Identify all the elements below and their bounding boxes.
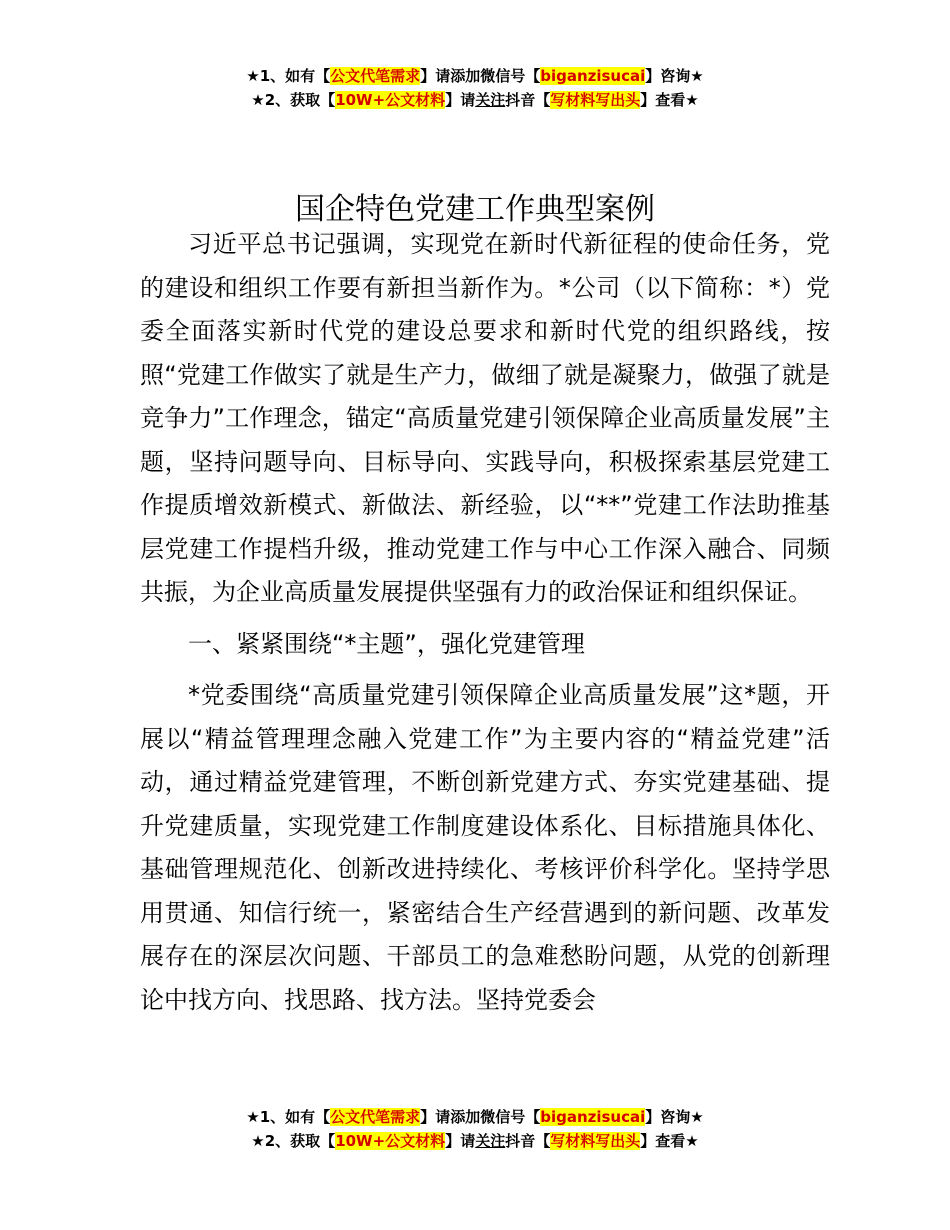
document-title: 国企特色党建工作典型案例 [295,192,655,228]
paragraph-intro: 习近平总书记强调，实现党在新时代新征程的使命任务，党的建设和组织工作要有新担当新作为。*公司（以下简称：*）党委全面落实新时代党的建设总要求和新时代党的组织路线，按照“党建工作做实了就是生产力，做细了就是凝聚力，做强了就是竞争力”工作理念，锚定“高质量党建引领保障企业高质量发展”主题，坚持问题导向、目标导向、实践导向，积极探索基层党建工作提质增效新模式、新做法、新经验，以“**”党建工作法助推基层党建工作提档升级，推动党建工作与中心工作深入融合、同频共振，为企业高质量发展提供坚强有力的政治保证和组织保证。 [140,230,830,606]
banner-line-2 [0,88,950,112]
highlight-materials: 10W+公文材料 [335,91,446,109]
banner-text: 】查看★ [640,1132,699,1150]
banner-underlined-text: 关注 [475,91,506,109]
banner-text: 抖音【 [505,1132,551,1150]
banner-text: 】查看★ [640,91,699,109]
section-heading: 一、紧紧围绕“*主题”，强化党建管理 [188,629,585,658]
footer-banner [0,1105,950,1153]
banner-text: 】请添加微信号【 [420,1108,541,1126]
banner-text: 】咨询★ [645,67,704,85]
banner-text: 】请添加微信号【 [420,67,541,85]
banner-text: 抖音【 [505,91,551,109]
banner-line-1 [0,1105,950,1129]
banner-text: ★1、如有【 [246,67,331,85]
highlight-service: 公文代笔需求 [330,1108,421,1126]
highlight-wechat-id: biganzisucai [540,67,646,85]
banner-line-1 [0,64,950,88]
banner-text: ★1、如有【 [246,1108,331,1126]
header-banner [0,64,950,112]
highlight-wechat-id: biganzisucai [540,1108,646,1126]
banner-text: ★2、获取【 [251,91,336,109]
paragraph-section-1: *党委围绕“高质量党建引领保障企业高质量发展”这*题，开展以“精益管理理念融入党建工作”为主要内容的“精益党建”活动，通过精益党建管理，不断创新党建方式、夯实党建基础、提升党建质量，实现党建工作制度建设体系化、目标措施具体化、基础管理规范化、创新改进持续化、考核评价科学化。坚持学思用贯通、知信行统一，紧密结合生产经营遇到的新问题、改革发展存在的深层次问题、干部员工的急难愁盼问题，从党的创新理论中找方向、找思路、找方法。坚持党委会 [140,681,830,1014]
banner-line-2 [0,1129,950,1153]
banner-underlined-text: 关注 [475,1132,506,1150]
highlight-douyin: 写材料写出头 [550,1132,641,1150]
highlight-service: 公文代笔需求 [330,67,421,85]
banner-text: 】咨询★ [645,1108,704,1126]
highlight-materials: 10W+公文材料 [335,1132,446,1150]
highlight-douyin: 写材料写出头 [550,91,641,109]
banner-text: 】请 [445,91,476,109]
banner-text: ★2、获取【 [251,1132,336,1150]
document-body [140,223,830,1022]
banner-text: 】请 [445,1132,476,1150]
